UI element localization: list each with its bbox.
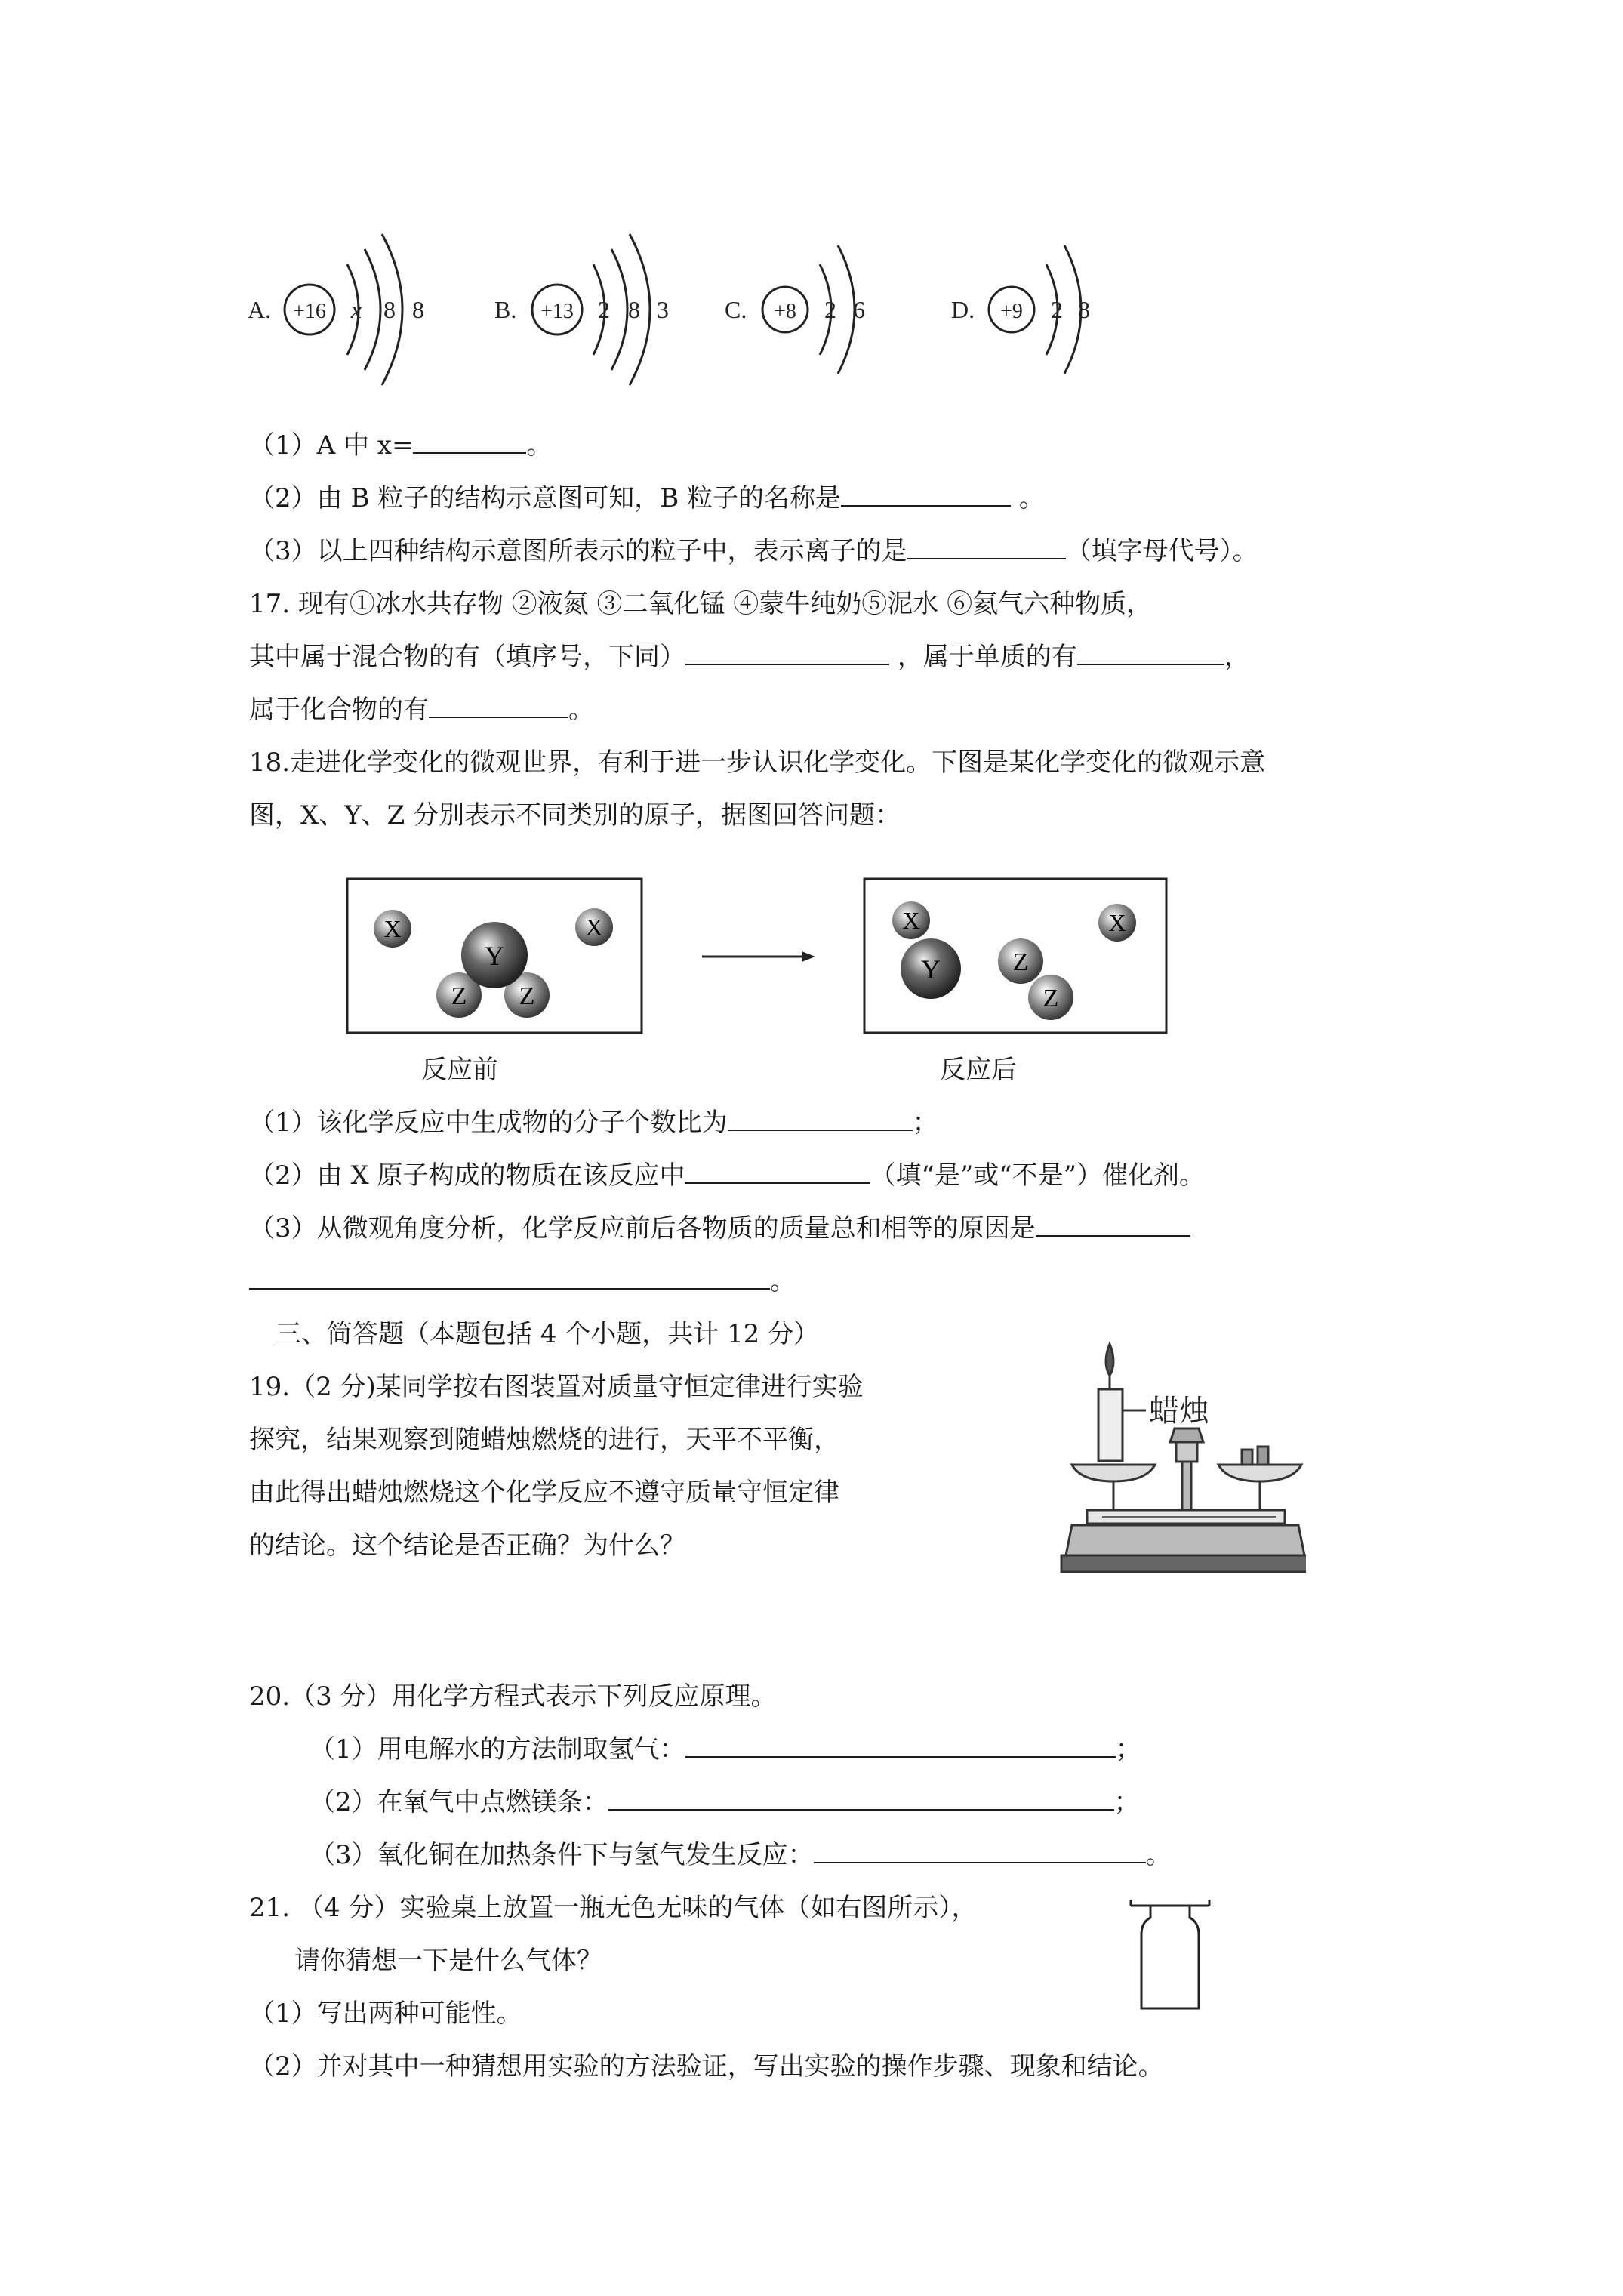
candle-label: 蜡烛 xyxy=(1149,1394,1209,1428)
shell-electrons: 2 xyxy=(598,296,610,323)
atom-x-label: X xyxy=(383,915,402,942)
q21-line1: 21. （4 分）实验桌上放置一瓶无色无味的气体（如右图所示）， xyxy=(249,1893,978,1923)
answer-blank[interactable] xyxy=(841,482,1011,507)
text: （3）从微观角度分析，化学反应前后各物质的质量总和相等的原因是 xyxy=(249,1213,1036,1244)
text: 属于化合物的有 xyxy=(249,695,429,725)
q17-line3 xyxy=(249,693,594,726)
q20-part1 xyxy=(310,1733,1141,1766)
answer-blank[interactable] xyxy=(685,641,889,665)
text: 其中属于混合物的有（填序号，下同） xyxy=(249,642,685,672)
answer-blank[interactable] xyxy=(685,1734,1116,1758)
atom-z-label: Z xyxy=(451,982,467,1010)
nucleus-charge: +16 xyxy=(293,300,326,323)
q16-part2 xyxy=(249,482,1045,515)
text: 。 xyxy=(770,1266,796,1296)
q20-line1: 20.（3 分）用化学方程式表示下列反应原理。 xyxy=(249,1681,777,1712)
q18-part3-cont xyxy=(249,1265,796,1298)
q19-line4: 的结论。这个结论是否正确？为什么？ xyxy=(249,1530,685,1561)
atom-x-label: X xyxy=(902,907,920,934)
q20-part2 xyxy=(310,1786,1140,1819)
atom-letter: B. xyxy=(494,296,517,323)
nucleus-charge: +8 xyxy=(774,300,796,323)
q20-part3 xyxy=(310,1838,1172,1872)
q16-part3 xyxy=(249,535,1258,568)
text: （1）A 中 x= xyxy=(249,430,414,461)
shell-electrons: 6 xyxy=(853,296,865,323)
answer-blank[interactable] xyxy=(814,1839,1146,1863)
q19-line2: 探究，结果观察到随蜡烛燃烧的进行，天平不平衡， xyxy=(249,1425,839,1455)
answer-blank[interactable] xyxy=(1036,1213,1190,1237)
shell-electrons: x xyxy=(350,296,362,323)
text: （填“是”或“不是”）催化剂。 xyxy=(870,1160,1205,1191)
shell-electrons: 2 xyxy=(1051,296,1063,323)
atom-letter: C. xyxy=(725,296,747,323)
shell-electrons: 8 xyxy=(628,296,640,323)
q18-line1: 18.走进化学变化的微观世界，有利于进一步认识化学变化。下图是某化学变化的微观示意 xyxy=(249,747,1266,778)
text: （2）由 B 粒子的结构示意图可知，B 粒子的名称是 xyxy=(249,483,842,513)
arrow-head xyxy=(802,951,815,962)
q18-part1 xyxy=(249,1106,938,1139)
atom-letter: D. xyxy=(951,296,975,323)
atom-y-label: Y xyxy=(921,954,941,985)
answer-blank[interactable] xyxy=(685,1160,870,1184)
section3-heading: 三、简答题（本题包括 4 个小题，共计 12 分） xyxy=(276,1319,820,1349)
q21-line2: 请你猜想一下是什么气体？ xyxy=(294,1946,602,1976)
text: 。 xyxy=(526,430,553,461)
q16-part1 xyxy=(249,429,552,462)
text: 。 xyxy=(568,695,594,725)
shell-arc xyxy=(611,249,627,370)
q19-line3: 由此得出蜡烛燃烧这个化学反应不遵守质量守恒定律 xyxy=(249,1478,839,1508)
answer-blank[interactable] xyxy=(907,535,1066,559)
text: 。 xyxy=(1011,483,1045,513)
atom-x-label: X xyxy=(585,914,603,941)
shell-arc xyxy=(838,245,855,374)
candle-balance-illustration xyxy=(1057,1329,1306,1578)
text: ， xyxy=(1224,642,1250,672)
shell-electrons: 8 xyxy=(412,296,424,323)
text: （1）用电解水的方法制取氢气： xyxy=(310,1734,685,1764)
answer-blank[interactable] xyxy=(429,694,568,718)
shell-electrons: 8 xyxy=(383,296,396,323)
text: （3）氧化铜在加热条件下与氢气发生反应： xyxy=(310,1840,814,1870)
answer-blank[interactable] xyxy=(249,1265,770,1290)
shell-electrons: 8 xyxy=(1078,296,1090,323)
text: ； xyxy=(912,1108,938,1138)
text: （2）由 X 原子构成的物质在该反应中 xyxy=(249,1160,685,1191)
shell-arc xyxy=(365,249,380,370)
text: ； xyxy=(1113,1787,1140,1817)
shell-electrons: 2 xyxy=(824,296,836,323)
text: ； xyxy=(1115,1734,1141,1764)
q18-part3 xyxy=(249,1212,1190,1245)
atom-letter: A. xyxy=(248,296,272,323)
atom-structure-diagrams xyxy=(242,215,1163,411)
q21-part1: （1）写出两种可能性。 xyxy=(249,1999,522,2029)
text: （填字母代号）。 xyxy=(1065,536,1258,566)
atom-y-label: Y xyxy=(485,941,504,971)
atom-z-label: Z xyxy=(1042,985,1059,1012)
before-label: 反应前 xyxy=(421,1055,498,1085)
atom-x-label: X xyxy=(1108,909,1126,936)
nucleus-charge: +13 xyxy=(540,300,574,323)
atom-z-label: Z xyxy=(1012,948,1029,976)
gas-bottle-illustration xyxy=(1125,1895,1215,2016)
q17-line1: 17. 现有①冰水共存物 ②液氮 ③二氧化锰 ④蒙牛纯奶⑤泥水 ⑥氦气六种物质， xyxy=(249,589,1153,619)
answer-blank[interactable] xyxy=(413,430,526,454)
text: （2）在氧气中点燃镁条： xyxy=(310,1787,608,1817)
q18-line2: 图，X、Y、Z 分别表示不同类别的原子，据图回答问题： xyxy=(249,800,901,831)
q17-line2 xyxy=(249,640,1250,673)
text: （1）该化学反应中生成物的分子个数比为 xyxy=(249,1108,728,1138)
answer-blank[interactable] xyxy=(728,1107,913,1131)
shell-electrons: 3 xyxy=(657,296,669,323)
q19-line1: 19.（2 分)某同学按右图装置对质量守恒定律进行实验 xyxy=(249,1372,864,1402)
text: ，属于单质的有 xyxy=(889,642,1077,672)
text: 。 xyxy=(1145,1840,1172,1870)
q21-part2: （2）并对其中一种猜想用实验的方法验证，写出实验的操作步骤、现象和结论。 xyxy=(249,2051,1164,2082)
after-label: 反应后 xyxy=(940,1055,1017,1085)
atom-z-label: Z xyxy=(519,982,535,1010)
answer-blank[interactable] xyxy=(608,1786,1114,1811)
text: （3）以上四种结构示意图所表示的粒子中，表示离子的是 xyxy=(249,536,907,566)
q18-part2 xyxy=(249,1159,1205,1192)
nucleus-charge: +9 xyxy=(1000,300,1023,323)
answer-blank[interactable] xyxy=(1077,641,1224,665)
